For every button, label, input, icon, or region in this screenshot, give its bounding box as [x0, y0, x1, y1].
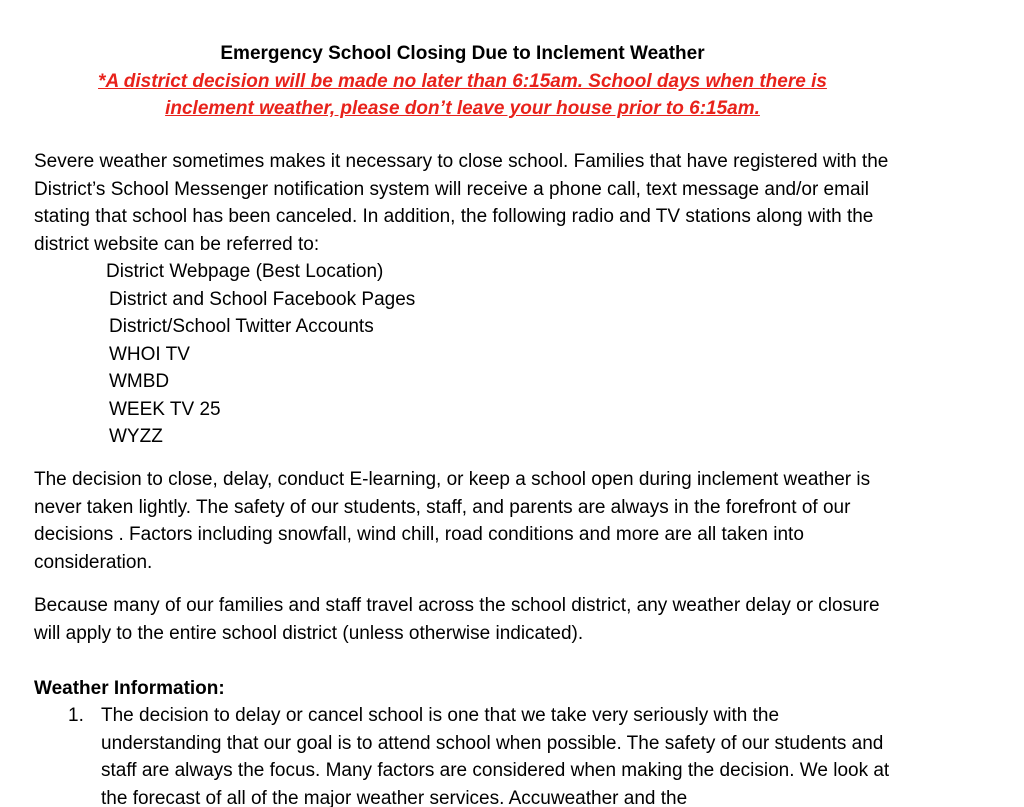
weather-information-list: [68, 702, 898, 807]
district-paragraph: Because many of our families and staff travel across the school district, any weather delay or closure will apply to the entire school district (unless otherwise indicated).: [34, 595, 880, 644]
source-item: WYZZ: [109, 426, 163, 447]
item-text: The decision to delay or cancel school is one that we take very seriously with the understanding that our goal is to attend school when possible. The safety of our students and staff are always the focus. Many factors are considered when making the decision. We look at the forecast of all of the major weather services. Accuweather and the: [101, 705, 890, 807]
source-item: District Webpage (Best Location): [106, 261, 384, 282]
source-item: WMBD: [109, 371, 170, 392]
document-title: Emergency School Closing Due to Inclement Weather: [220, 43, 705, 64]
weather-information-heading: Weather Information:: [34, 678, 225, 699]
item-number: 1.: [68, 705, 84, 726]
closing-time-notice: *A district decision will be made no later than 6:15am. School days when there is inclement weather, please don’t leave your house prior to 6:15am.: [98, 71, 827, 119]
intro-paragraph: Severe weather sometimes makes it necessary to close school. Families that have registered with the District’s School Messenger notification system will receive a phone call, text message and/or email stating that school has been canceled. In addition, the following radio and TV stations along with the district website can be referred to:: [34, 151, 889, 255]
source-item: WEEK TV 25: [109, 398, 221, 420]
source-item: District/School Twitter Accounts: [109, 316, 374, 337]
source-item: District and School Facebook Pages: [109, 288, 416, 310]
source-item: WHOI TV: [109, 343, 190, 365]
decision-paragraph: The decision to close, delay, conduct E-learning, or keep a school open during inclement weather is never taken lightly. The safety of our students, staff, and parents are always in the forefront of our decisions . Factors including snowfall, wind chill, road conditions and more are all taken into consideration.: [34, 469, 871, 573]
weather-information-item: [68, 702, 898, 807]
information-sources-list: [106, 258, 415, 451]
